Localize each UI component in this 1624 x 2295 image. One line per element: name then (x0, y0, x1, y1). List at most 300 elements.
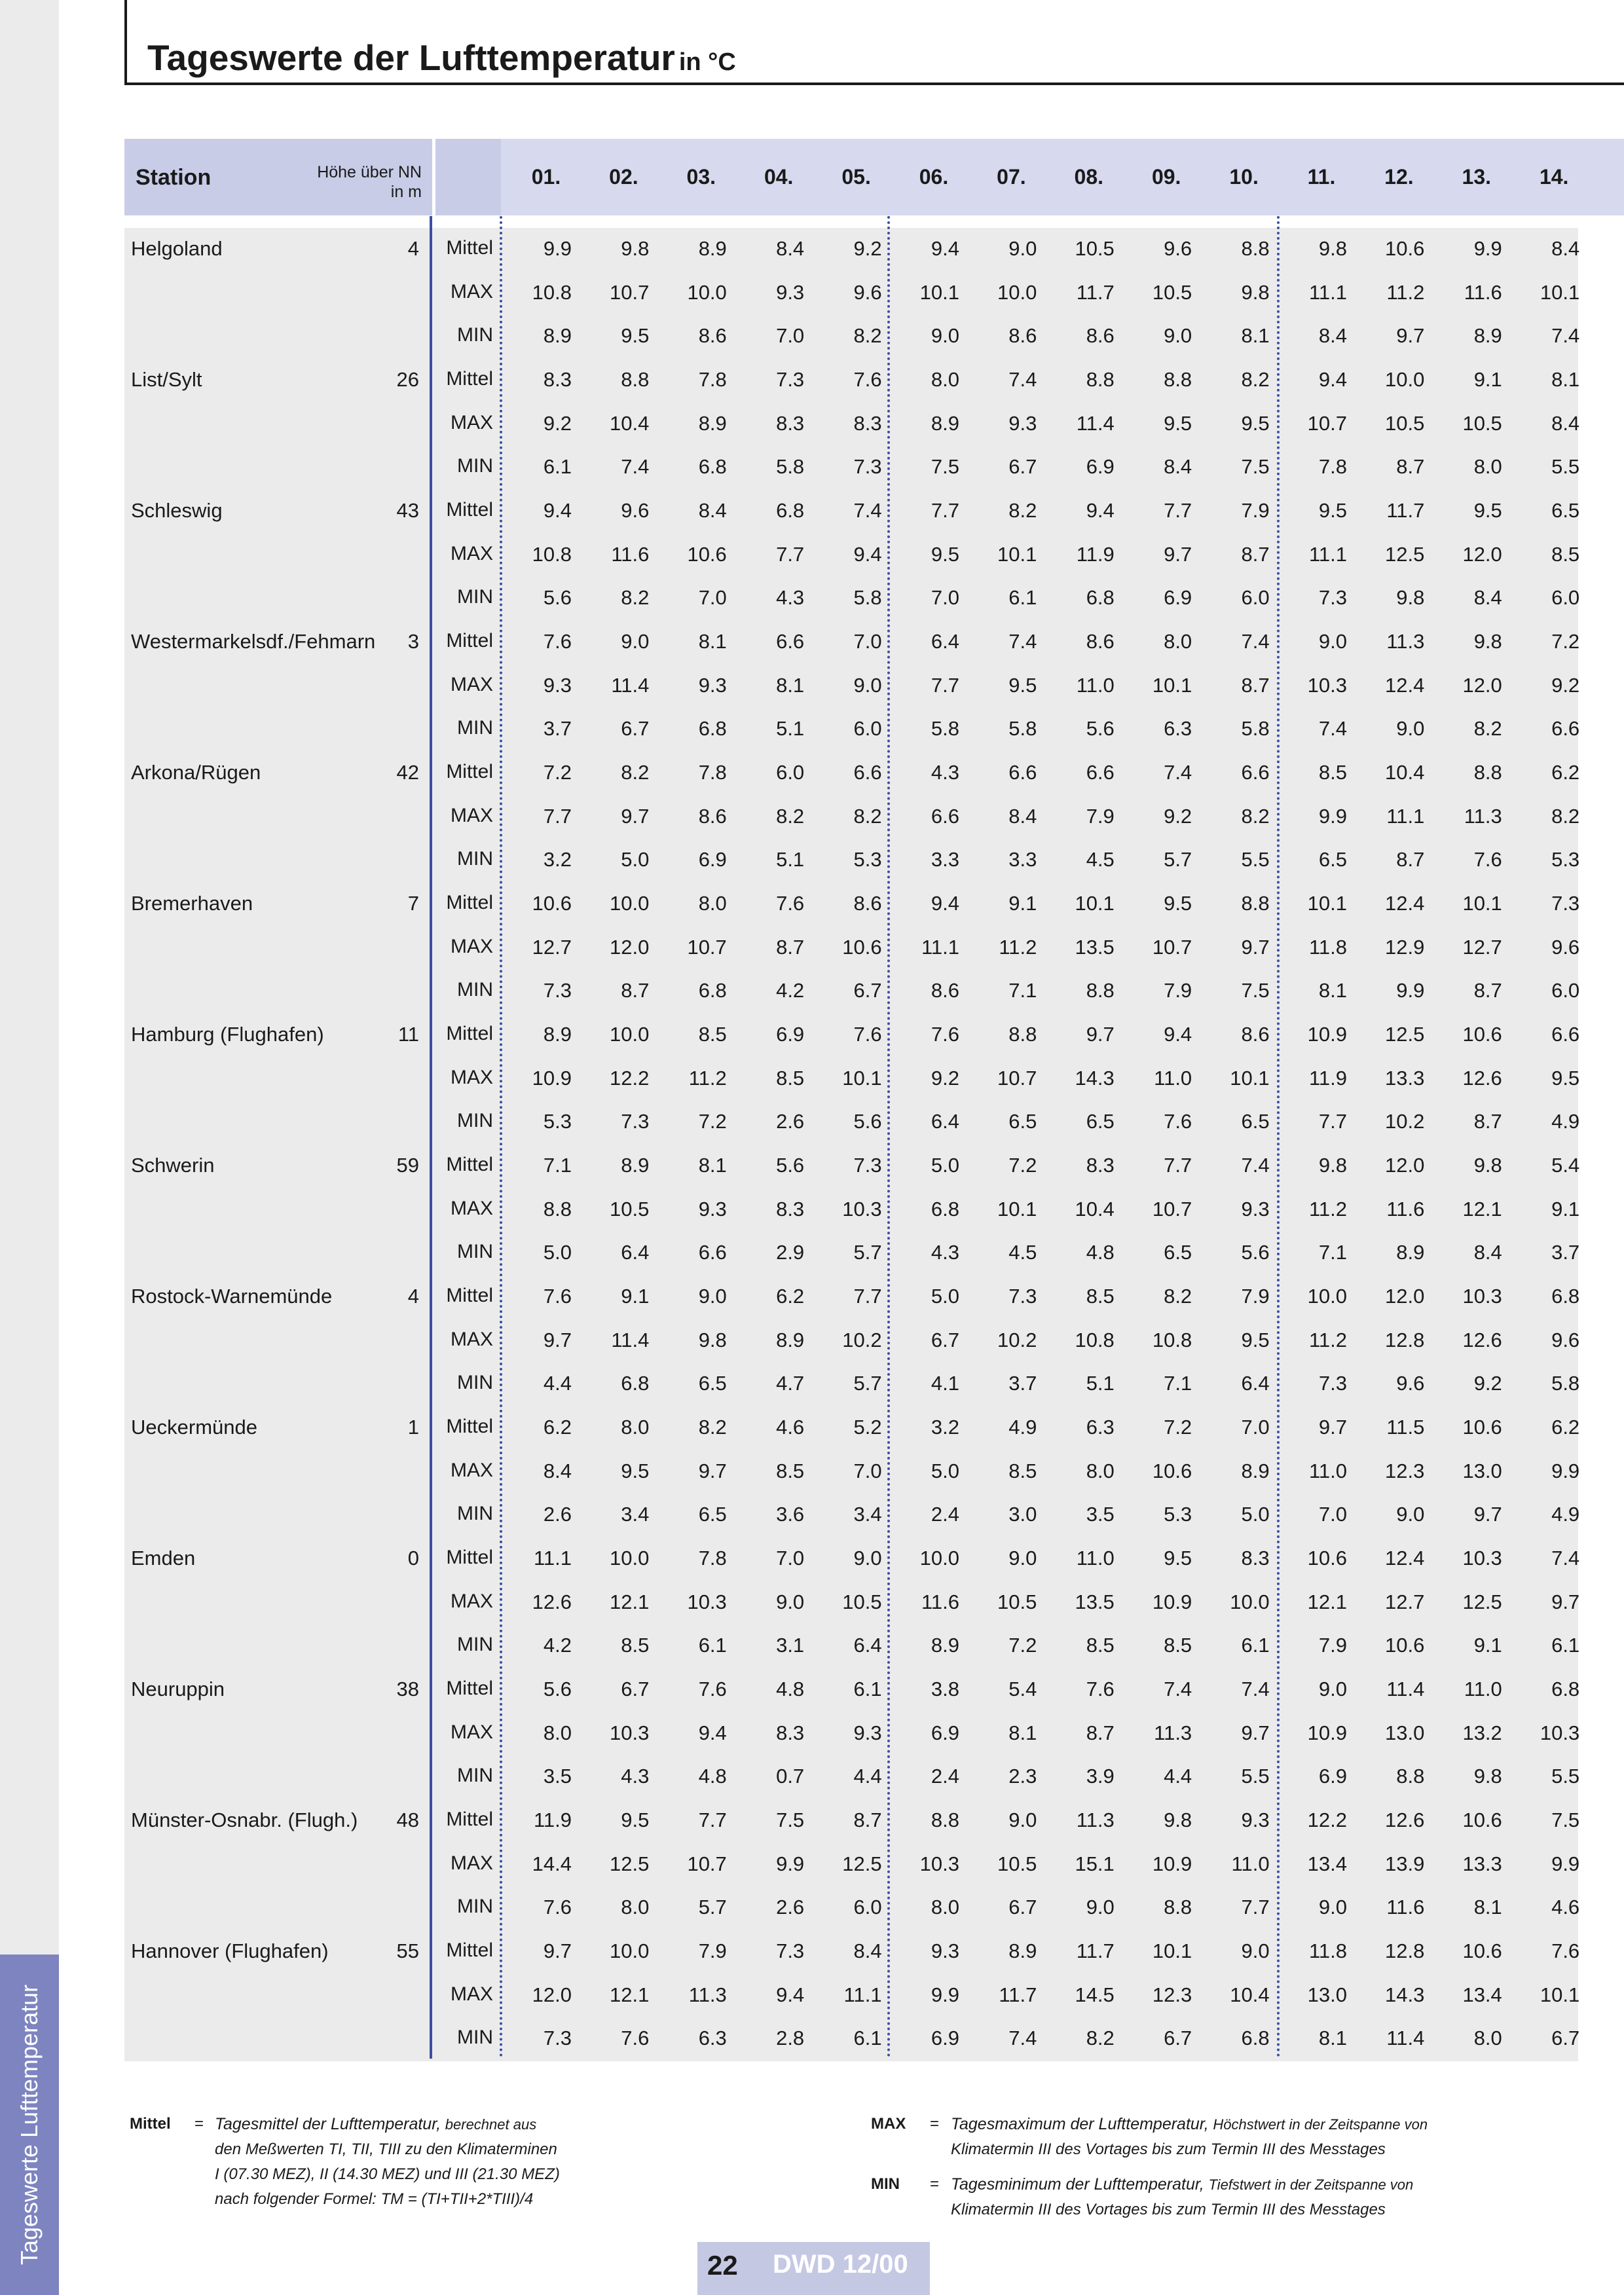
table-cell: 5.3 (543, 1110, 572, 1133)
table-cell: 12.0 (532, 1983, 572, 2006)
table-cell: 10.8 (532, 542, 572, 566)
table-cell: 8.8 (1164, 1896, 1192, 1919)
table-cell: 6.0 (853, 717, 882, 741)
table-cell: 8.0 (1086, 1459, 1115, 1482)
table-cell: 9.5 (1164, 892, 1192, 915)
table-cell: 8.6 (1086, 324, 1115, 348)
table-cell: 9.5 (1473, 499, 1502, 522)
table-cell: 12.5 (610, 1852, 650, 1875)
table-cell: 10.8 (532, 280, 572, 304)
table-cell: 10.3 (1462, 1547, 1502, 1570)
table-cell: 8.8 (1086, 979, 1115, 1002)
table-cell: 3.5 (1086, 1503, 1115, 1526)
table-cell: 11.2 (999, 935, 1037, 959)
table-cell: 8.0 (698, 892, 727, 915)
table-cell: 9.7 (1551, 1590, 1580, 1613)
station-height: 11 (397, 1023, 419, 1046)
table-cell: 8.0 (931, 368, 959, 391)
table-cell: 9.3 (853, 1721, 882, 1744)
table-cell: 8.9 (698, 411, 727, 435)
station-name: Ueckermünde (131, 1416, 257, 1439)
table-cell: 6.1 (1551, 1634, 1580, 1657)
table-cell: 6.6 (698, 1241, 727, 1264)
table-cell: 8.2 (621, 761, 650, 784)
station-height: 26 (396, 368, 419, 391)
table-cell: 9.5 (621, 1459, 650, 1482)
table-cell: 10.1 (1462, 892, 1502, 915)
row-label: MAX (450, 280, 493, 303)
table-cell: 5.5 (1241, 848, 1270, 872)
table-cell: 9.8 (1473, 1765, 1502, 1788)
table-cell: 7.0 (931, 586, 959, 610)
table-cell: 6.0 (853, 1896, 882, 1919)
table-cell: 12.5 (842, 1852, 882, 1875)
table-cell: 10.9 (1152, 1852, 1192, 1875)
table-cell: 6.5 (698, 1372, 727, 1395)
table-cell: 8.6 (698, 324, 727, 348)
row-label: MIN (457, 455, 493, 477)
row-label: MAX (450, 935, 493, 957)
table-cell: 7.6 (543, 1285, 572, 1308)
table-cell: 12.4 (1385, 673, 1425, 697)
table-cell: 9.6 (621, 499, 650, 522)
table-cell: 7.1 (543, 1154, 572, 1177)
table-cell: 9.5 (1241, 1328, 1270, 1351)
table-cell: 14.3 (1075, 1066, 1115, 1090)
table-cell: 9.9 (1551, 1459, 1580, 1482)
day-header: 06. (919, 165, 949, 189)
table-cell: 7.6 (931, 1023, 959, 1046)
table-cell: 7.9 (1318, 1634, 1347, 1657)
table-cell: 6.4 (1241, 1372, 1270, 1395)
table-cell: 11.1 (1308, 542, 1347, 566)
table-cell: 2.6 (776, 1110, 805, 1133)
table-cell: 6.9 (1086, 455, 1115, 479)
station-height: 4 (407, 237, 419, 260)
table-cell: 10.9 (532, 1066, 572, 1090)
table-cell: 9.4 (698, 1721, 727, 1744)
footnote-min-line2: Klimatermin III des Vortages bis zum Termin III des Messtages (951, 2201, 1386, 2218)
table-cell: 10.0 (687, 280, 727, 304)
table-cell: 7.3 (621, 1110, 650, 1133)
station-height: 38 (396, 1678, 419, 1700)
table-cell: 9.2 (543, 411, 572, 435)
dotted-separator-1 (500, 216, 502, 2059)
table-cell: 12.6 (532, 1590, 572, 1613)
table-cell: 8.4 (853, 1939, 882, 1962)
table-cell: 7.3 (543, 2027, 572, 2050)
table-cell: 13.3 (1385, 1066, 1425, 1090)
table-cell: 6.1 (853, 1678, 882, 1700)
table-cell: 4.8 (1086, 1241, 1115, 1264)
table-cell: 2.4 (931, 1503, 959, 1526)
table-cell: 7.7 (776, 542, 805, 566)
table-cell: 6.8 (776, 499, 805, 522)
table-cell: 8.4 (1551, 237, 1580, 260)
table-cell: 6.1 (1008, 586, 1037, 610)
table-cell: 9.0 (1318, 630, 1347, 653)
table-cell: 7.0 (776, 324, 805, 348)
table-cell: 11.3 (1076, 1808, 1115, 1831)
table-cell: 4.8 (776, 1678, 805, 1700)
table-cell: 8.5 (621, 1634, 650, 1657)
table-cell: 3.4 (853, 1503, 882, 1526)
table-cell: 13.5 (1075, 935, 1115, 959)
table-cell: 12.5 (1385, 542, 1425, 566)
table-cell: 3.9 (1086, 1765, 1115, 1788)
table-cell: 3.2 (543, 848, 572, 872)
station-name: List/Sylt (131, 368, 202, 391)
row-label: MIN (457, 1110, 493, 1132)
table-cell: 10.3 (842, 1197, 882, 1221)
table-cell: 7.3 (543, 979, 572, 1002)
table-cell: 7.9 (1086, 804, 1115, 828)
table-cell: 9.9 (931, 1983, 959, 2006)
row-label: MIN (457, 1896, 493, 1918)
table-cell: 10.5 (1385, 411, 1425, 435)
table-cell: 9.0 (1164, 324, 1192, 348)
footnote-mittel-line1-rest: berechnet aus (445, 2116, 537, 2133)
row-label: Mittel (446, 1678, 493, 1699)
table-cell: 12.8 (1385, 1328, 1425, 1351)
table-cell: 8.4 (776, 237, 805, 260)
table-cell: 9.0 (1318, 1896, 1347, 1919)
table-cell: 6.9 (1164, 586, 1192, 610)
row-label: Mittel (446, 1939, 493, 1961)
table-cell: 10.2 (1385, 1110, 1425, 1133)
table-cell: 10.5 (1075, 237, 1115, 260)
table-cell: 9.6 (1164, 237, 1192, 260)
table-cell: 7.9 (1241, 1285, 1270, 1308)
table-cell: 7.6 (698, 1678, 727, 1700)
table-cell: 8.4 (1473, 1241, 1502, 1264)
table-cell: 5.7 (698, 1896, 727, 1919)
table-cell: 9.7 (698, 1459, 727, 1482)
table-cell: 5.8 (776, 455, 805, 479)
footnote-mittel (130, 2112, 171, 2137)
table-cell: 6.4 (931, 630, 959, 653)
table-cell: 7.4 (1008, 2027, 1037, 2050)
table-cell: 9.3 (698, 1197, 727, 1221)
table-cell: 12.2 (610, 1066, 650, 1090)
table-cell: 3.7 (543, 717, 572, 741)
table-cell: 11.6 (1386, 1896, 1425, 1919)
table-cell: 11.1 (921, 935, 959, 959)
table-cell: 6.6 (853, 761, 882, 784)
table-cell: 9.8 (1318, 237, 1347, 260)
table-cell: 15.1 (1075, 1852, 1115, 1875)
table-cell: 7.0 (776, 1547, 805, 1570)
day-header: 07. (997, 165, 1026, 189)
row-label: MIN (457, 1372, 493, 1394)
table-cell: 8.6 (931, 979, 959, 1002)
table-cell: 8.7 (1086, 1721, 1115, 1744)
table-cell: 8.2 (1086, 2027, 1115, 2050)
table-cell: 7.6 (776, 892, 805, 915)
table-cell: 6.8 (698, 979, 727, 1002)
table-cell: 14.3 (1385, 1983, 1425, 2006)
footnote-min-key: MIN (871, 2175, 900, 2193)
row-label: MIN (457, 979, 493, 1001)
row-label: MIN (457, 2027, 493, 2049)
row-label: Mittel (446, 1023, 493, 1044)
table-cell: 6.6 (1241, 761, 1270, 784)
table-cell: 13.0 (1385, 1721, 1425, 1744)
station-height: 43 (396, 499, 419, 522)
footnote-mittel-text (215, 2112, 560, 2212)
table-cell: 12.6 (1462, 1066, 1502, 1090)
table-cell: 9.7 (1086, 1023, 1115, 1046)
table-cell: 10.5 (997, 1852, 1037, 1875)
table-cell: 8.9 (621, 1154, 650, 1177)
table-cell: 10.0 (997, 280, 1037, 304)
table-cell: 4.7 (776, 1372, 805, 1395)
table-cell: 11.7 (1076, 280, 1115, 304)
table-cell: 4.5 (1008, 1241, 1037, 1264)
table-cell: 7.4 (1008, 368, 1037, 391)
table-cell: 6.8 (621, 1372, 650, 1395)
table-cell: 7.8 (698, 761, 727, 784)
table-cell: 9.0 (1086, 1896, 1115, 1919)
table-cell: 9.9 (1473, 237, 1502, 260)
table-cell: 6.7 (1008, 1896, 1037, 1919)
table-cell: 7.3 (853, 1154, 882, 1177)
table-cell: 12.2 (1307, 1808, 1347, 1831)
station-name: Neuruppin (131, 1678, 225, 1700)
table-cell: 6.9 (1318, 1765, 1347, 1788)
table-cell: 11.1 (1308, 280, 1347, 304)
table-cell: 5.0 (621, 848, 650, 872)
table-cell: 6.4 (621, 1241, 650, 1264)
table-cell: 9.0 (1008, 237, 1037, 260)
table-cell: 11.0 (1154, 1066, 1192, 1090)
day-header: 11. (1307, 165, 1336, 189)
table-cell: 8.9 (776, 1328, 805, 1351)
table-cell: 11.0 (1076, 1547, 1115, 1570)
table-cell: 11.7 (999, 1983, 1037, 2006)
table-cell: 7.6 (1086, 1678, 1115, 1700)
table-cell: 7.6 (853, 1023, 882, 1046)
table-cell: 8.8 (621, 368, 650, 391)
table-cell: 10.3 (919, 1852, 959, 1875)
table-cell: 11.1 (533, 1547, 572, 1570)
table-cell: 8.1 (776, 673, 805, 697)
station-name: Rostock-Warnemünde (131, 1285, 333, 1308)
table-cell: 7.4 (621, 455, 650, 479)
table-cell: 7.3 (776, 368, 805, 391)
table-cell: 12.6 (1462, 1328, 1502, 1351)
row-label: MIN (457, 1241, 493, 1263)
table-cell: 12.3 (1152, 1983, 1192, 2006)
footnote-max-line1: Tagesmaximum der Lufttemperatur, (951, 2115, 1209, 2133)
table-cell: 9.2 (1551, 673, 1580, 697)
table-cell: 11.6 (1464, 280, 1502, 304)
table-cell: 8.2 (621, 586, 650, 610)
row-label: MIN (457, 1634, 493, 1656)
table-cell: 9.7 (1396, 324, 1425, 348)
table-cell: 9.5 (931, 542, 959, 566)
row-label: MIN (457, 717, 493, 739)
page-title-unit: in °C (678, 48, 736, 76)
table-cell: 6.6 (776, 630, 805, 653)
table-cell: 9.3 (1008, 411, 1037, 435)
table-cell: 8.5 (1318, 761, 1347, 784)
table-cell: 9.4 (1086, 499, 1115, 522)
table-cell: 8.9 (1396, 1241, 1425, 1264)
table-cell: 7.8 (698, 368, 727, 391)
table-cell: 10.1 (997, 1197, 1037, 1221)
row-label: MAX (450, 1459, 493, 1481)
table-cell: 8.1 (1473, 1896, 1502, 1919)
header-height-line1: Höhe über NN (317, 163, 422, 181)
table-cell: 10.0 (610, 1023, 650, 1046)
table-cell: 10.0 (1307, 1285, 1347, 1308)
table-cell: 11.1 (1386, 804, 1425, 828)
table-cell: 10.6 (1307, 1547, 1347, 1570)
table-cell: 11.6 (921, 1590, 959, 1613)
table-cell: 6.7 (1551, 2027, 1580, 2050)
table-cell: 9.5 (1164, 411, 1192, 435)
table-cell: 10.2 (842, 1328, 882, 1351)
table-cell: 11.0 (1076, 673, 1115, 697)
table-cell: 6.7 (853, 979, 882, 1002)
table-cell: 9.0 (698, 1285, 727, 1308)
table-cell: 9.1 (1473, 1634, 1502, 1657)
table-cell: 7.5 (776, 1808, 805, 1831)
table-cell: 9.0 (853, 673, 882, 697)
table-cell: 8.3 (1086, 1154, 1115, 1177)
table-cell: 4.3 (931, 1241, 959, 1264)
station-name: Emden (131, 1547, 196, 1570)
table-cell: 8.1 (1008, 1721, 1037, 1744)
table-cell: 10.2 (997, 1328, 1037, 1351)
table-cell: 10.6 (1462, 1939, 1502, 1962)
table-cell: 8.0 (1473, 455, 1502, 479)
table-cell: 4.6 (776, 1416, 805, 1439)
table-cell: 5.6 (543, 1678, 572, 1700)
table-cell: 13.0 (1307, 1983, 1347, 2006)
table-cell: 5.6 (1086, 717, 1115, 741)
table-cell: 4.2 (776, 979, 805, 1002)
table-cell: 10.7 (1307, 411, 1347, 435)
station-name: Schwerin (131, 1154, 215, 1177)
table-cell: 12.7 (1462, 935, 1502, 959)
table-cell: 3.3 (1008, 848, 1037, 872)
table-cell: 9.9 (1396, 979, 1425, 1002)
table-cell: 8.9 (931, 1634, 959, 1657)
table-cell: 10.9 (1307, 1721, 1347, 1744)
table-cell: 7.7 (853, 1285, 882, 1308)
table-cell: 7.0 (1318, 1503, 1347, 1526)
table-cell: 8.9 (1241, 1459, 1270, 1482)
table-cell: 7.1 (1008, 979, 1037, 1002)
table-cell: 7.8 (698, 1547, 727, 1570)
row-label: Mittel (446, 1154, 493, 1175)
row-label: Mittel (446, 1808, 493, 1830)
footer-source: DWD 12/00 (773, 2250, 908, 2279)
table-cell: 10.7 (610, 280, 650, 304)
row-label: MAX (450, 1197, 493, 1219)
row-label: MAX (450, 804, 493, 826)
table-cell: 8.6 (1008, 324, 1037, 348)
table-cell: 11.9 (533, 1808, 572, 1831)
table-cell: 7.2 (1551, 630, 1580, 653)
table-cell: 3.7 (1008, 1372, 1037, 1395)
table-cell: 7.7 (1164, 1154, 1192, 1177)
station-name: Schleswig (131, 499, 223, 522)
table-cell: 9.2 (1473, 1372, 1502, 1395)
table-cell: 8.2 (1241, 368, 1270, 391)
table-cell: 7.4 (1318, 717, 1347, 741)
table-cell: 5.0 (543, 1241, 572, 1264)
table-cell: 4.4 (543, 1372, 572, 1395)
table-cell: 5.6 (853, 1110, 882, 1133)
table-cell: 5.4 (1551, 1154, 1580, 1177)
table-cell: 6.3 (698, 2027, 727, 2050)
table-cell: 10.7 (687, 1852, 727, 1875)
table-cell: 9.3 (698, 673, 727, 697)
table-cell: 9.4 (776, 1983, 805, 2006)
table-cell: 10.4 (1075, 1197, 1115, 1221)
table-cell: 7.6 (621, 2027, 650, 2050)
table-cell: 10.1 (842, 1066, 882, 1090)
table-cell: 11.3 (1386, 630, 1425, 653)
table-cell: 9.0 (1008, 1547, 1037, 1570)
table-cell: 7.3 (1008, 1285, 1037, 1308)
table-cell: 11.4 (611, 673, 650, 697)
table-cell: 7.3 (853, 455, 882, 479)
table-cell: 7.7 (698, 1808, 727, 1831)
table-cell: 6.9 (931, 2027, 959, 2050)
table-cell: 6.6 (1551, 1023, 1580, 1046)
table-cell: 8.0 (621, 1896, 650, 1919)
table-cell: 6.1 (543, 455, 572, 479)
table-cell: 3.5 (543, 1765, 572, 1788)
table-cell: 2.4 (931, 1765, 959, 1788)
table-cell: 7.4 (1551, 1547, 1580, 1570)
table-cell: 8.5 (698, 1023, 727, 1046)
table-cell: 6.3 (1164, 717, 1192, 741)
table-cell: 11.4 (1386, 1678, 1425, 1700)
table-cell: 8.3 (776, 1197, 805, 1221)
table-cell: 7.4 (1164, 1678, 1192, 1700)
station-height: 59 (396, 1154, 419, 1177)
footnote-mittel-key: Mittel (130, 2115, 171, 2133)
table-cell: 10.5 (997, 1590, 1037, 1613)
footnote-mittel-line3: I (07.30 MEZ), II (14.30 MEZ) und III (21.30 MEZ) (215, 2165, 560, 2183)
table-cell: 10.1 (1152, 1939, 1192, 1962)
table-cell: 4.9 (1551, 1110, 1580, 1133)
table-cell: 9.0 (1396, 1503, 1425, 1526)
table-cell: 10.5 (842, 1590, 882, 1613)
table-cell: 0.7 (776, 1765, 805, 1788)
table-cell: 9.3 (543, 673, 572, 697)
table-cell: 9.3 (1241, 1197, 1270, 1221)
station-name: Helgoland (131, 237, 223, 260)
table-cell: 10.3 (687, 1590, 727, 1613)
table-cell: 7.3 (1318, 1372, 1347, 1395)
table-cell: 5.1 (776, 717, 805, 741)
table-cell: 9.4 (853, 542, 882, 566)
table-cell: 8.7 (1473, 979, 1502, 1002)
row-label: MIN (457, 848, 493, 870)
table-cell: 7.6 (853, 368, 882, 391)
table-cell: 9.2 (931, 1066, 959, 1090)
table-cell: 3.4 (621, 1503, 650, 1526)
table-cell: 7.9 (1241, 499, 1270, 522)
table-cell: 5.3 (853, 848, 882, 872)
table-cell: 10.0 (1230, 1590, 1270, 1613)
